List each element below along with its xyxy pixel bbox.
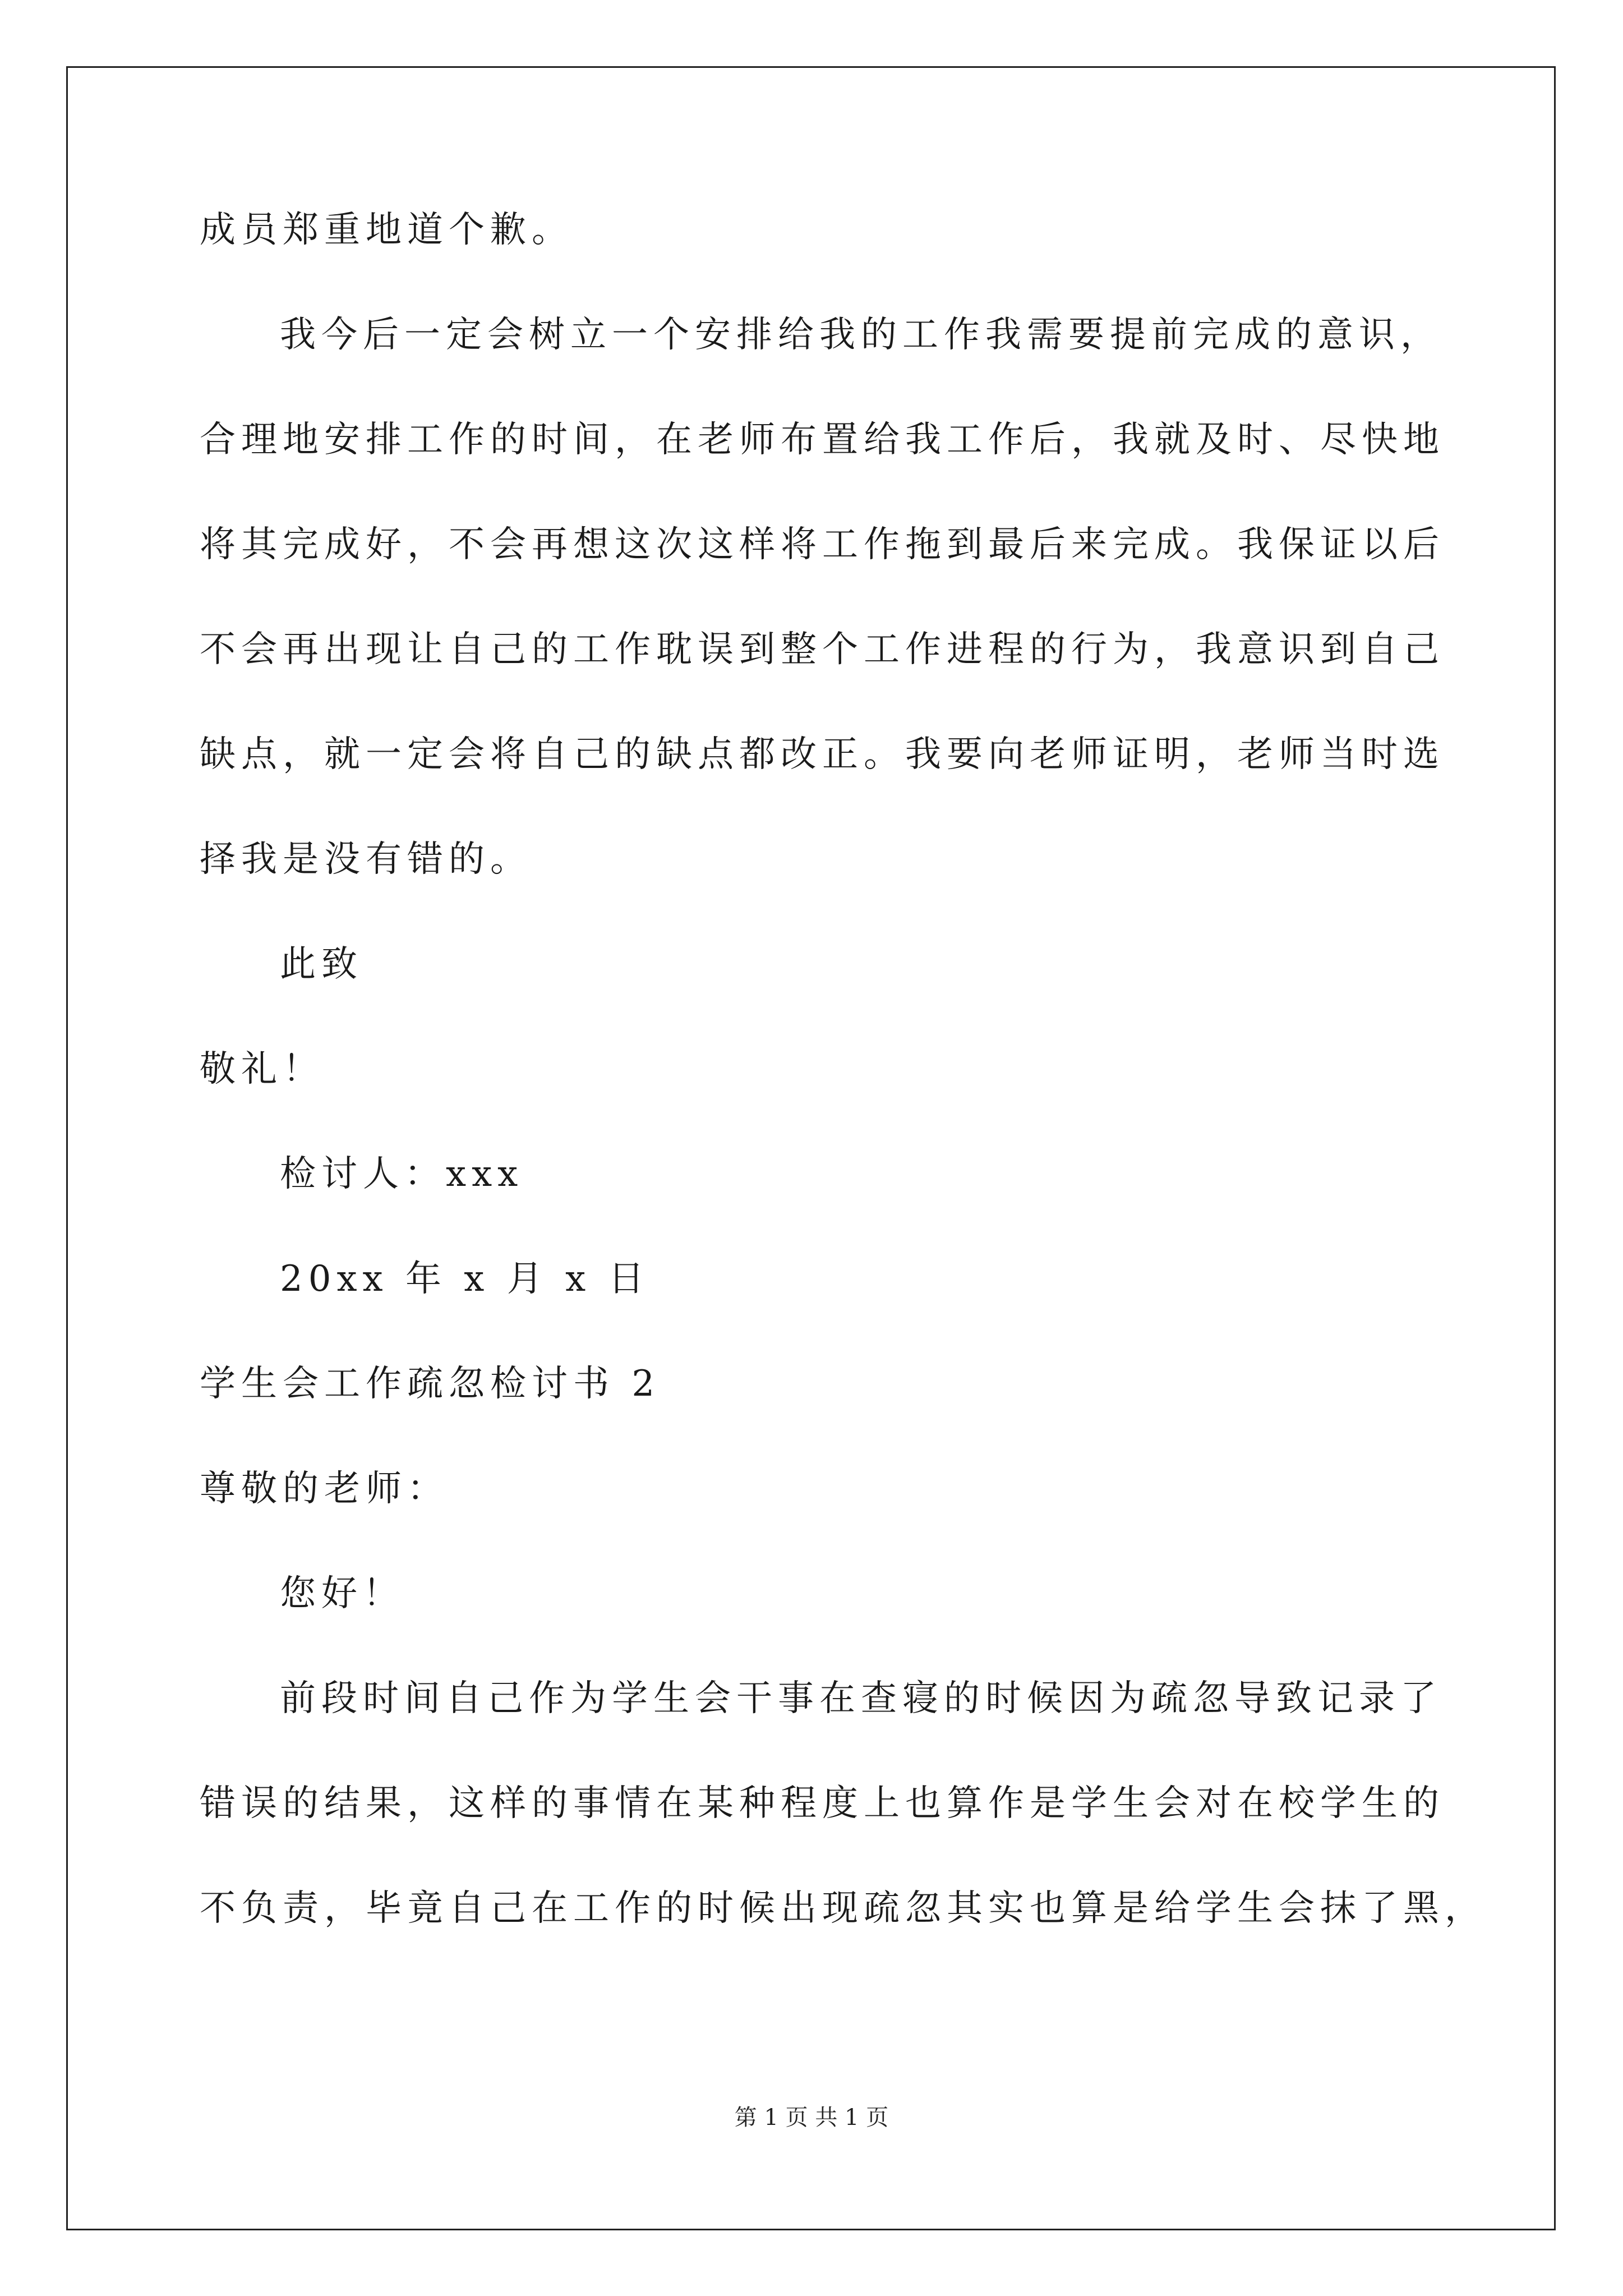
- text-line: 缺点，就一定会将自己的缺点都改正。我要向老师证明，老师当时选: [200, 734, 1445, 775]
- greeting-line: 您好！: [280, 1573, 404, 1614]
- closing-salutation: 此致: [280, 944, 363, 985]
- text-line: 成员郑重地道个歉。: [200, 209, 573, 251]
- greeting-addressee: 尊敬的老师：: [200, 1468, 449, 1510]
- text-line: 不负责，毕竟自己在工作的时候出现疏忽其实也算是给学生会抹了黑，: [200, 1888, 1486, 1929]
- date-line: 20xx 年 x 月 x 日: [280, 1258, 650, 1300]
- text-line: 错误的结果，这样的事情在某种程度上也算作是学生会对在校学生的: [200, 1783, 1445, 1824]
- closing-respect: 敬礼！: [200, 1048, 324, 1090]
- signer-line: 检讨人：xxx: [280, 1153, 524, 1195]
- paragraph-start-line: 我今后一定会树立一个安排给我的工作我需要提前完成的意识，: [280, 314, 1442, 356]
- text-line: 不会再出现让自己的工作耽误到整个工作进程的行为，我意识到自己: [200, 629, 1445, 670]
- text-line: 择我是没有错的。: [200, 839, 532, 880]
- section-title: 学生会工作疏忽检讨书 2: [200, 1363, 661, 1405]
- page-footer: 第 1 页 共 1 页: [734, 2105, 889, 2131]
- paragraph-start-line: 前段时间自己作为学生会干事在查寝的时候因为疏忽导致记录了: [280, 1678, 1442, 1719]
- text-line: 合理地安排工作的时间，在老师布置给我工作后，我就及时、尽快地: [200, 419, 1445, 461]
- text-line: 将其完成好，不会再想这次这样将工作拖到最后来完成。我保证以后: [200, 524, 1445, 565]
